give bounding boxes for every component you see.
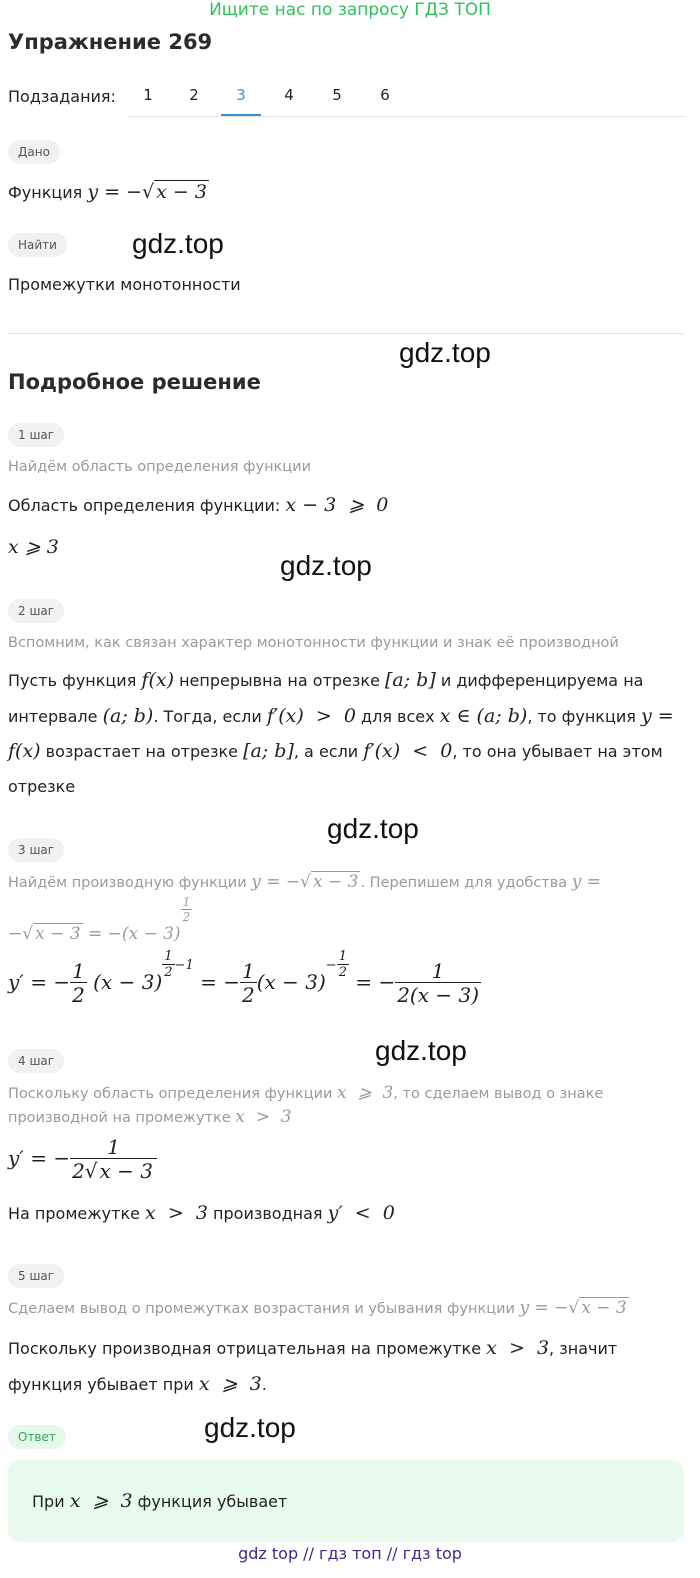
page-title: Упражнение 269: [8, 30, 213, 54]
step-3-rewrite: −√ x − 3 = −(x − 3) $\frac{1}{2}$: [8, 895, 191, 945]
step-4-line-2: [8, 1107, 292, 1127]
text: производная: [213, 1204, 323, 1223]
watermark: gdz.top: [204, 1412, 296, 1443]
formula: f′(x) < 0: [363, 740, 453, 762]
text: возрастает на отрезке: [45, 742, 239, 761]
text: и дифференцируема на: [440, 671, 644, 690]
given-text: [8, 181, 209, 203]
answer-pill: Ответ: [8, 1425, 66, 1449]
tab-subtask-3[interactable]: 3: [221, 86, 261, 116]
text: Пусть функция: [8, 671, 137, 690]
step-5-line-2: функция убывает при x ⩾ 3.: [8, 1373, 267, 1395]
text: . Перепишем для удобства: [360, 875, 568, 891]
step-5-pill: 5 шаг: [8, 1264, 64, 1288]
step-2-line-1: [8, 669, 643, 691]
text: . Тогда, если: [153, 707, 262, 726]
text: функция убывает: [137, 1492, 288, 1511]
formula: y′ < 0: [327, 1202, 395, 1224]
formula: x > 3: [235, 1107, 292, 1127]
formula: f(x): [8, 740, 41, 762]
tab-subtask-4[interactable]: 4: [284, 86, 294, 104]
step-4-formula: y′ = − $\frac{1}{2√ x - 3}$: [8, 1136, 157, 1183]
watermark: gdz.top: [280, 550, 372, 581]
formula: y = −√ x − 3: [251, 872, 359, 892]
step-2-title: Вспомним, как связан характер монотонности функции и знак её производной: [8, 635, 619, 651]
formula: x > 3: [486, 1337, 550, 1359]
text: На промежутке: [8, 1204, 140, 1223]
tab-subtask-1[interactable]: 1: [143, 86, 153, 104]
find-text: Промежутки монотонности: [8, 275, 241, 294]
text: для всех: [361, 707, 435, 726]
step-3-pill: 3 шаг: [8, 838, 64, 862]
text: При: [32, 1492, 65, 1511]
step-2-line-3: [8, 740, 663, 762]
step-2-line-2: [8, 705, 674, 727]
watermark: gdz.top: [132, 228, 224, 259]
formula: [a; b]: [385, 669, 436, 691]
formula: (a; b): [102, 705, 154, 727]
watermark: gdz.top: [327, 813, 419, 844]
step-1-pill: 1 шаг: [8, 423, 64, 447]
step-2-line-4: отрезке: [8, 777, 76, 796]
text: Поскольку область определения функции: [8, 1086, 333, 1102]
answer-text: [32, 1490, 287, 1512]
promo-banner[interactable]: Ищите нас по запросу ГДЗ ТОП: [209, 0, 491, 20]
watermark: gdz.top: [375, 1035, 467, 1066]
find-pill: Найти: [8, 233, 67, 257]
text: интервале: [8, 707, 98, 726]
subtasks-label: Подзадания:: [8, 87, 116, 106]
step-3-derivative: y′ = − $\frac{1}{2}$ (x − 3) $^{\frac{1}{2} -1}$ = − $\frac{1}{2}$ $(x - 3)^{- \frac{1}{2}}$ = − $\frac{1}{2(x - 3)}$: [8, 949, 480, 1007]
subtask-tabs: [128, 82, 684, 117]
step-4-pill: 4 шаг: [8, 1049, 64, 1073]
given-formula: y = −√ x − 3: [87, 181, 207, 203]
tab-subtask-6[interactable]: 6: [380, 86, 390, 104]
given-label: Функция: [8, 183, 83, 202]
step-1-formula: x − 3 ⩾ 0: [285, 494, 389, 516]
formula: x ⩾ 3: [337, 1083, 394, 1103]
text: Поскольку производная отрицательная на промежутке: [8, 1339, 482, 1358]
solution-title: Подробное решение: [8, 370, 261, 394]
text: непрерывна на отрезке: [179, 671, 380, 690]
formula: [a; b]: [243, 740, 294, 762]
tab-subtask-5[interactable]: 5: [332, 86, 342, 104]
formula: f(x): [141, 669, 174, 691]
given-pill: Дано: [8, 140, 60, 164]
formula: x ∈ (a; b): [439, 705, 528, 727]
text: производной на промежутке: [8, 1110, 231, 1126]
text: , а если: [293, 742, 359, 761]
step-5-line-1: [8, 1337, 617, 1359]
step-1-line-1: [8, 494, 388, 516]
formula: x ⩾ 3: [198, 1373, 262, 1395]
divider: [8, 333, 684, 334]
step-4-line-1: [8, 1083, 603, 1103]
formula: y =: [571, 872, 602, 892]
step-4-conclusion: [8, 1202, 395, 1224]
step-1-title: Найдём область определения функции: [8, 459, 312, 475]
text: функция убывает при: [8, 1375, 194, 1394]
text: , значит: [549, 1339, 618, 1358]
watermark: gdz.top: [399, 337, 491, 368]
footer-links[interactable]: gdz top // гдз топ // гдз top: [238, 1544, 462, 1563]
text: , то сделаем вывод о знаке: [393, 1086, 604, 1102]
step-5-title: [8, 1298, 629, 1318]
formula: x ⩾ 3: [69, 1490, 133, 1512]
formula: y = −√ x − 3: [519, 1298, 627, 1318]
step-1-result: x ⩾ 3: [8, 536, 59, 558]
step-2-pill: 2 шаг: [8, 599, 64, 623]
step-1-text: Область определения функции:: [8, 496, 281, 515]
tab-subtask-2[interactable]: 2: [189, 86, 199, 104]
text: Сделаем вывод о промежутках возрастания и убывания функции: [8, 1301, 515, 1317]
formula: f′(x) > 0: [266, 705, 356, 727]
text: Найдём производную функции: [8, 875, 247, 891]
formula: y =: [640, 705, 674, 727]
step-3-title: [8, 872, 601, 892]
text: , то она убывает на этом: [452, 742, 663, 761]
formula: x > 3: [145, 1202, 208, 1224]
text: , то функция: [527, 707, 636, 726]
